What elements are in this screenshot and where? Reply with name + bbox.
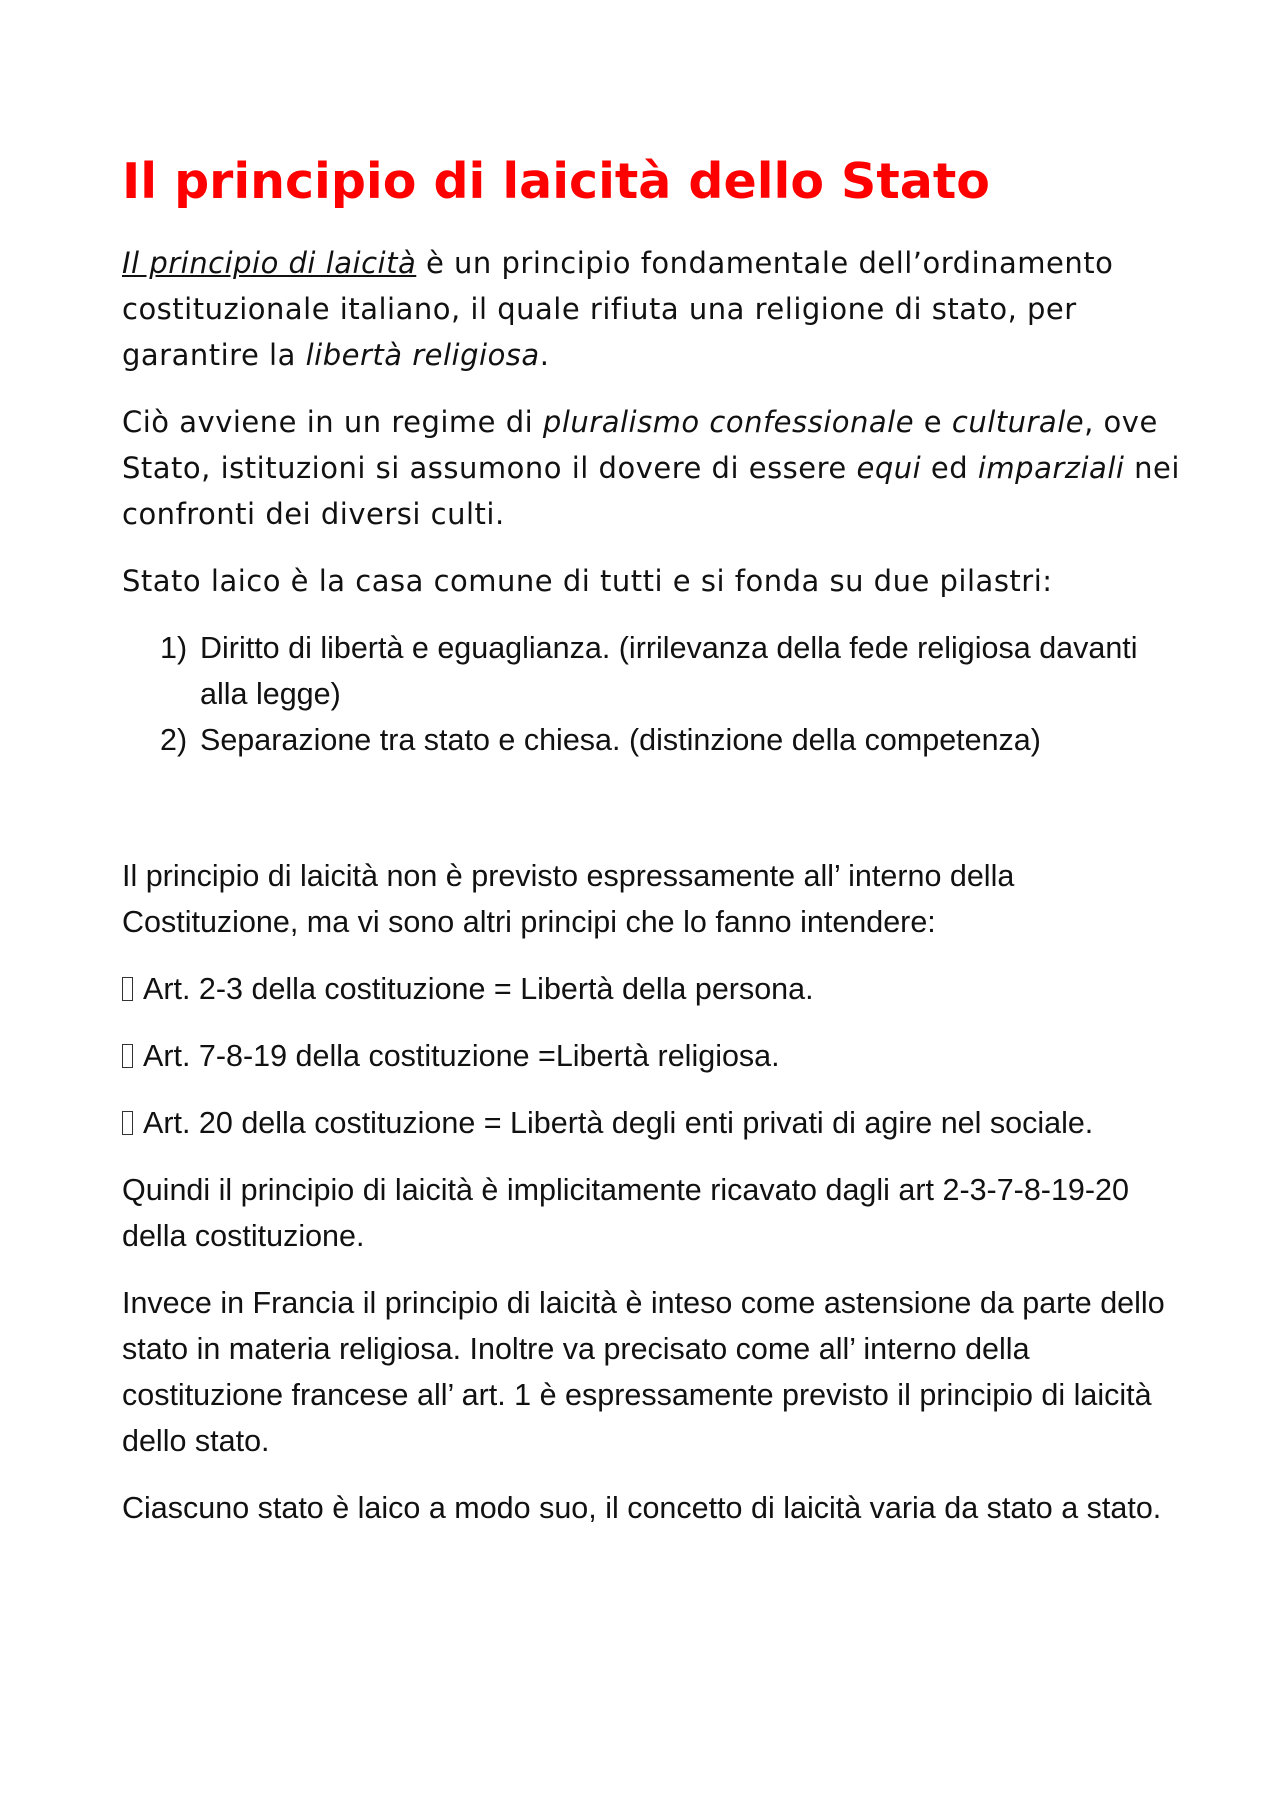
list-number: 1) bbox=[160, 631, 188, 665]
paragraph-definition bbox=[122, 240, 1182, 378]
article-item bbox=[122, 1033, 1182, 1079]
bullet-glyph-icon bbox=[122, 977, 133, 1001]
bullet-glyph-icon bbox=[122, 1111, 133, 1135]
paragraph-closing: Ciascuno stato è laico a modo suo, il concetto di laicità varia da stato a stato. bbox=[122, 1491, 1162, 1525]
paragraph-text: e bbox=[914, 405, 952, 439]
article-text: Art. 2-3 della costituzione = Libertà della persona. bbox=[143, 972, 814, 1006]
emphasis-text: equi bbox=[856, 451, 922, 485]
paragraph-text: Ciò avviene in un regime di bbox=[122, 405, 543, 439]
paragraph-constitution: Il principio di laicità non è previsto espressamente all’ interno della Costituzione, ma vi sono altri principi che lo fanno intendere: bbox=[122, 859, 1015, 939]
article-text: Art. 20 della costituzione = Libertà degli enti privati di agire nel sociale. bbox=[143, 1106, 1094, 1140]
article-item bbox=[122, 966, 1182, 1012]
paragraph-text: è un principio fondamentale dell’ordinamento costituzionale italiano, il quale rifiuta una religione di stato, per garantire la bbox=[122, 246, 1114, 372]
emphasis-text: culturale bbox=[951, 405, 1085, 439]
paragraph-france: Invece in Francia il principio di laicità è inteso come astensione da parte dello stato in materia religiosa. Inoltre va precisato come all’ interno della costituzione francese all’ art. 1 è espressamente previsto il principio di laicità dello stato. bbox=[122, 1286, 1165, 1458]
emphasis-text: libertà religiosa bbox=[305, 338, 540, 372]
list-item bbox=[122, 625, 1182, 717]
paragraph-text: . bbox=[539, 338, 550, 372]
emphasis-text: pluralismo confessionale bbox=[542, 405, 915, 439]
paragraph-conclusion: Quindi il principio di laicità è implicitamente ricavato dagli art 2-3-7-8-19-20 della costituzione. bbox=[122, 1173, 1129, 1253]
underlined-term: Il principio di laicità bbox=[122, 246, 417, 280]
page-title: Il principio di laicità dello Stato bbox=[122, 153, 990, 210]
list-item-text: Diritto di libertà e eguaglianza. (irrilevanza della fede religiosa davanti alla legge) bbox=[200, 631, 1138, 711]
list-item bbox=[122, 717, 1182, 763]
list-item-text: Separazione tra stato e chiesa. (distinzione della competenza) bbox=[200, 723, 1041, 757]
article-item bbox=[122, 1100, 1182, 1146]
bullet-glyph-icon bbox=[122, 1044, 133, 1068]
spacer bbox=[122, 763, 1182, 853]
paragraph-pillars-intro: Stato laico è la casa comune di tutti e si fonda su due pilastri: bbox=[122, 564, 1053, 598]
pillars-list bbox=[122, 625, 1182, 763]
document-body bbox=[122, 150, 1182, 1552]
emphasis-text: imparziali bbox=[977, 451, 1125, 485]
paragraph-text: nei confronti dei diversi culti. bbox=[122, 451, 1180, 531]
list-number: 2) bbox=[160, 723, 188, 757]
article-text: Art. 7-8-19 della costituzione =Libertà religiosa. bbox=[143, 1039, 780, 1073]
paragraph-pluralism bbox=[122, 399, 1182, 537]
paragraph-text: , ove Stato, istituzioni si assumono il dovere di essere bbox=[122, 405, 1158, 485]
paragraph-text: ed bbox=[921, 451, 978, 485]
